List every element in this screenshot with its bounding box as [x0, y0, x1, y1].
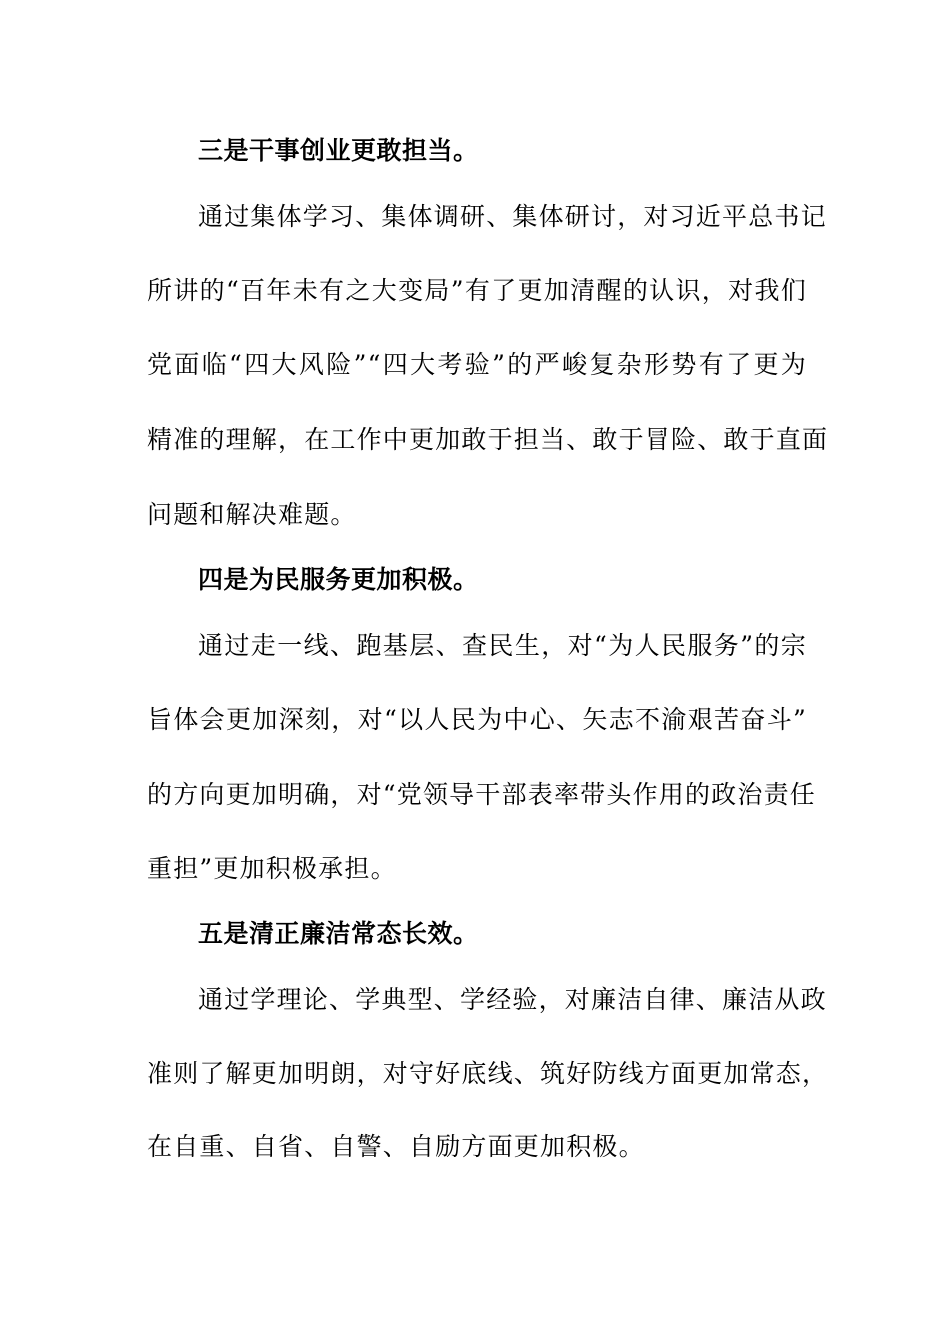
section-heading-5: 五是清正廉洁常态长效。	[198, 919, 479, 948]
paragraph-line: 通过走一线、跑基层、查民生，对“为人民服务”的宗	[198, 631, 807, 660]
paragraph-line: 在自重、自省、自警、自励方面更加积极。	[147, 1132, 645, 1161]
paragraph-line: 准则了解更加明朗，对守好底线、筑好防线方面更加常态，	[147, 1059, 829, 1088]
paragraph-line: 党面临“四大风险”“四大考验”的严峻复杂形势有了更为	[147, 350, 807, 379]
paragraph-line: 通过集体学习、集体调研、集体研讨，对习近平总书记	[198, 202, 827, 231]
paragraph-line: 问题和解决难题。	[147, 500, 357, 529]
paragraph-line: 所讲的“百年未有之大变局”有了更加清醒的认识，对我们	[147, 276, 807, 305]
section-heading-4: 四是为民服务更加积极。	[198, 565, 479, 594]
paragraph-line: 精准的理解，在工作中更加敢于担当、敢于冒险、敢于直面	[147, 425, 829, 454]
paragraph-line: 重担”更加积极承担。	[147, 854, 397, 883]
paragraph-line: 通过学理论、学典型、学经验，对廉洁自律、廉洁从政	[198, 985, 827, 1014]
section-heading-3: 三是干事创业更敢担当。	[198, 136, 479, 165]
paragraph-line: 的方向更加明确，对“党领导干部表率带头作用的政治责任	[147, 780, 816, 809]
paragraph-line: 旨体会更加深刻，对“以人民为中心、矢志不渝艰苦奋斗”	[147, 705, 807, 734]
